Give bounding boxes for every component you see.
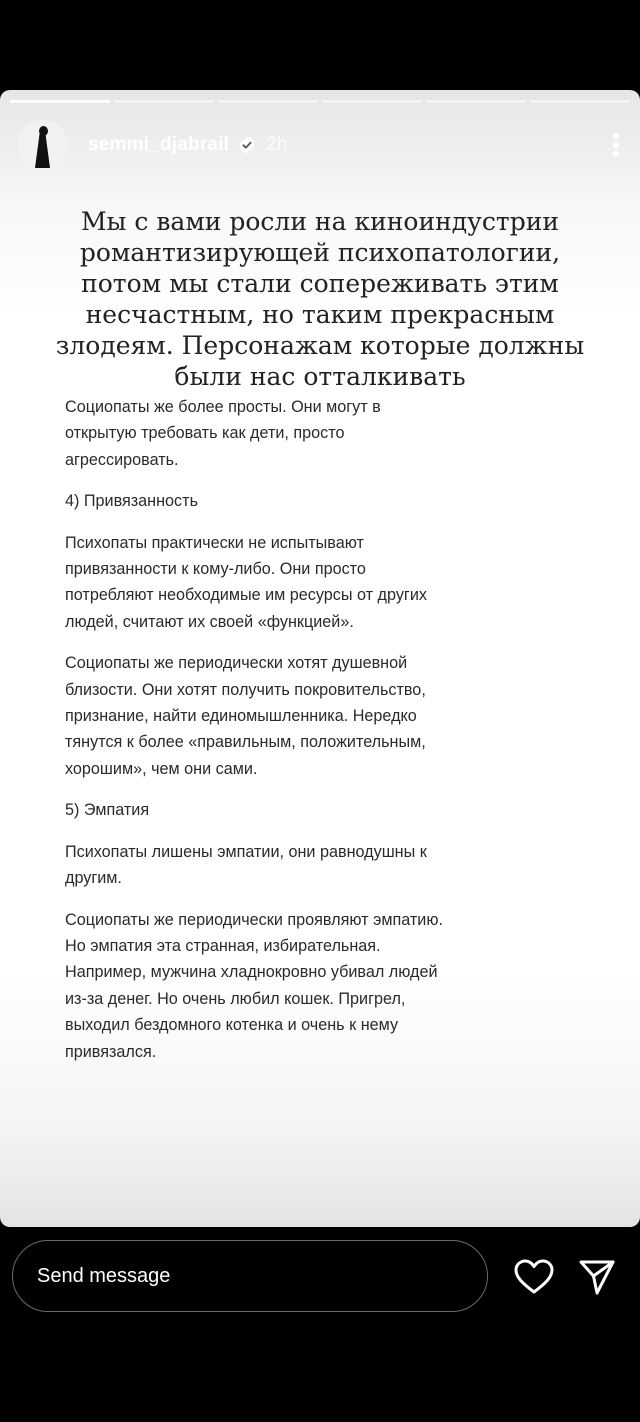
story-paragraph: Социопаты же периодически хотят душевной близости. Они хотят получить покровительство, признание, найти единомышленника. Нередко тянутся к более «правильным, положительным, хорошим», чем они сами. xyxy=(65,654,426,778)
progress-segment xyxy=(426,100,526,103)
story-header xyxy=(18,120,620,170)
story-paragraph: Психопаты практически не испытывают привязанности к кому-либо. Они просто потребляют необходимые им ресурсы от других людей, считают их своей «функцией». xyxy=(65,533,427,631)
verified-badge-icon xyxy=(237,135,257,155)
heart-icon[interactable] xyxy=(514,1259,554,1295)
progress-segment xyxy=(10,100,110,103)
send-icon[interactable] xyxy=(578,1258,616,1296)
story-progress-bar xyxy=(10,100,630,103)
message-bar xyxy=(12,1240,488,1312)
story-paragraph: Социопаты же более просты. Они могут в открытую требовать как дети, просто агрессировать. xyxy=(65,398,381,469)
story-title: Мы с вами росли на киноиндустрии романтизирующей психопатологии, потом мы стали сопереживать этим несчастным, но таким прекрасным злодеям. Персонажам которые должны были нас отталкивать xyxy=(55,207,585,391)
progress-segment xyxy=(322,100,422,103)
more-options-icon[interactable] xyxy=(612,132,620,158)
post-time: 2h xyxy=(266,134,288,155)
story-paragraph: Социопаты же периодически проявляют эмпатию. Но эмпатия эта странная, избирательная. Например, мужчина хладнокровно убивал людей из-за денег. Но очень любил кошек. Пригрел, выходил бездомного котенка и очень к нему привязался. xyxy=(65,910,443,1061)
story-paragraph: Психопаты лишены эмпатии, они равнодушны к другим. xyxy=(65,842,427,888)
story-viewer[interactable] xyxy=(0,90,640,1227)
avatar[interactable] xyxy=(18,120,68,170)
story-body xyxy=(65,394,445,1080)
story-heading: 5) Эмпатия xyxy=(65,801,150,820)
send-message-input[interactable] xyxy=(13,1241,487,1311)
progress-segment xyxy=(114,100,214,103)
username[interactable]: semmi_djabrail xyxy=(88,134,230,155)
progress-segment xyxy=(530,100,630,103)
progress-segment xyxy=(218,100,318,103)
story-heading: 4) Привязанность xyxy=(65,492,199,511)
